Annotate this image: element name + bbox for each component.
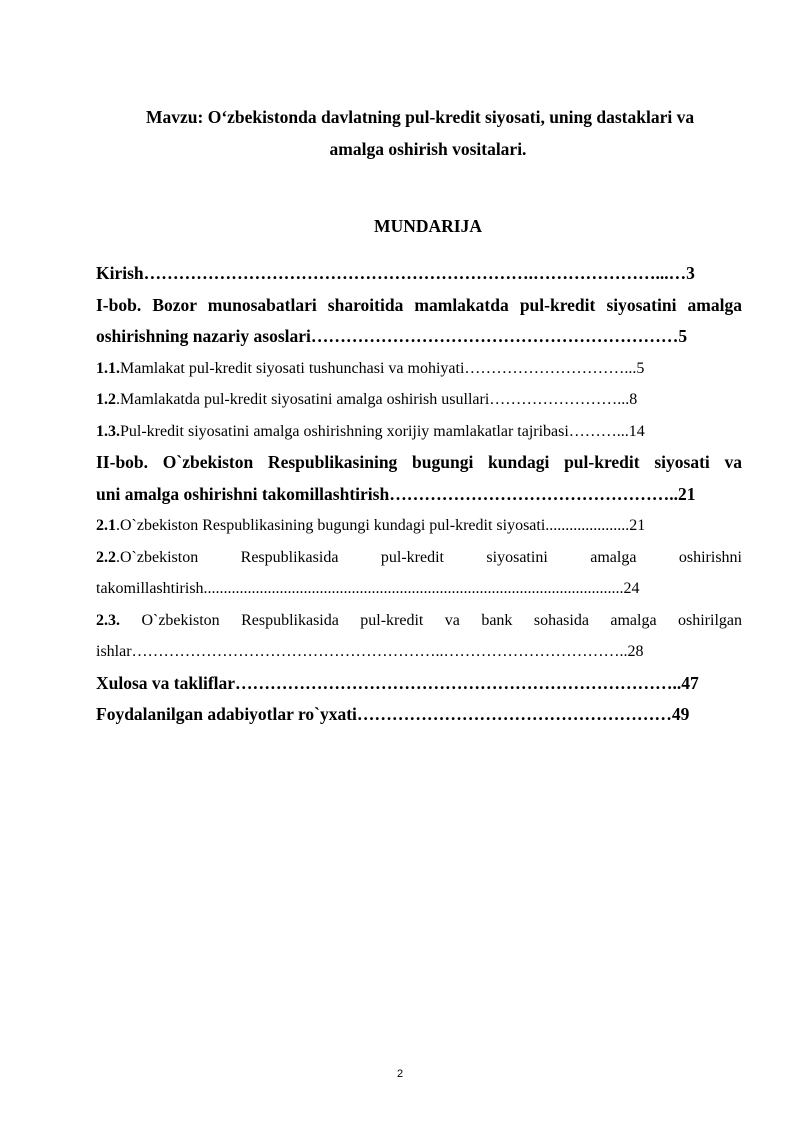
toc-2-3-line-2: ishlar…………………………………………………..……………………………..28	[96, 643, 644, 660]
toc-1-1-number: 1.1.	[96, 359, 120, 377]
toc-2-3-number: 2.3.	[96, 611, 120, 629]
toc-entry-adabiyot	[96, 699, 742, 731]
toc-2-2-number: 2.2	[96, 548, 116, 566]
toc-entry-2-2	[96, 542, 742, 605]
toc-entry-2-1	[96, 510, 742, 542]
toc-1-3-text: Pul-kredit siyosatini amalga oshirishning xorijiy mamlakatlar tajribasi………...14	[120, 422, 645, 440]
toc-2-2-line-2: takomillashtirish.........................................................................................................24	[96, 580, 640, 597]
toc-2-3-line-1: O`zbekiston Respublikasida pul-kredit va bank sohasida amalga oshirilgan	[141, 611, 742, 629]
toc-kirish-text: Kirish………………………………………………………….…………………...…3	[96, 263, 695, 283]
toc-entry-kirish	[96, 258, 742, 290]
toc-entry-xulosa	[96, 668, 742, 700]
toc-1-1-text: Mamlakat pul-kredit siyosati tushunchasi va mohiyati…………………………...5	[120, 359, 645, 377]
topic-line-1: Mavzu: O‘zbekistonda davlatning pul-kredit siyosati, uning dastaklari va	[146, 107, 695, 127]
toc-1-2-number: 1.2	[96, 391, 116, 408]
toc-2-1-text: .O`zbekiston Respublikasining bugungi kundagi pul-kredit siyosati.....................21	[116, 517, 646, 534]
toc-chapter-2-line-2: uni amalga oshirishni takomillashtirish…………………………………………..21	[96, 483, 696, 504]
toc-entry-2-3	[96, 605, 742, 668]
toc-entry-chapter-2	[96, 447, 742, 510]
toc-1-2-text: .Mamlakatda pul-kredit siyosatini amalga oshirish usullari……………………...8	[116, 391, 638, 408]
toc-entry-1-3	[96, 416, 742, 448]
toc-entry-1-1	[96, 353, 742, 385]
toc-chapter-1-line-2: oshirishning nazariy asoslari………………………………………………………5	[96, 326, 688, 346]
toc-chapter-2-line-1: II-bob. O`zbekiston Respublikasining bugungi kundagi pul-kredit siyosati va	[96, 452, 742, 472]
toc-heading: MUNDARIJA	[374, 216, 482, 236]
toc-entry-1-2	[96, 384, 742, 416]
toc-entry-chapter-1	[96, 290, 742, 353]
page-number: 2	[396, 1068, 404, 1080]
toc-adabiyot-text: Foydalanilgan adabiyotlar ro`yxati………………………………………………49	[96, 704, 690, 724]
toc-1-3-number: 1.3.	[96, 422, 120, 440]
table-of-contents	[96, 258, 742, 731]
topic-line-2: amalga oshirish vositalari.	[329, 139, 527, 159]
toc-2-1-number: 2.1	[96, 517, 116, 534]
document-topic	[96, 101, 740, 165]
toc-2-2-line-1: .O`zbekiston Respublikasida pul-kredit siyosatini amalga oshirishni	[116, 548, 742, 566]
toc-chapter-1-line-1: I-bob. Bozor munosabatlari sharoitida mamlakatda pul-kredit siyosatini amalga	[96, 294, 742, 315]
toc-xulosa-text: Xulosa va takliflar…………………………………………………………………..47	[96, 672, 699, 693]
